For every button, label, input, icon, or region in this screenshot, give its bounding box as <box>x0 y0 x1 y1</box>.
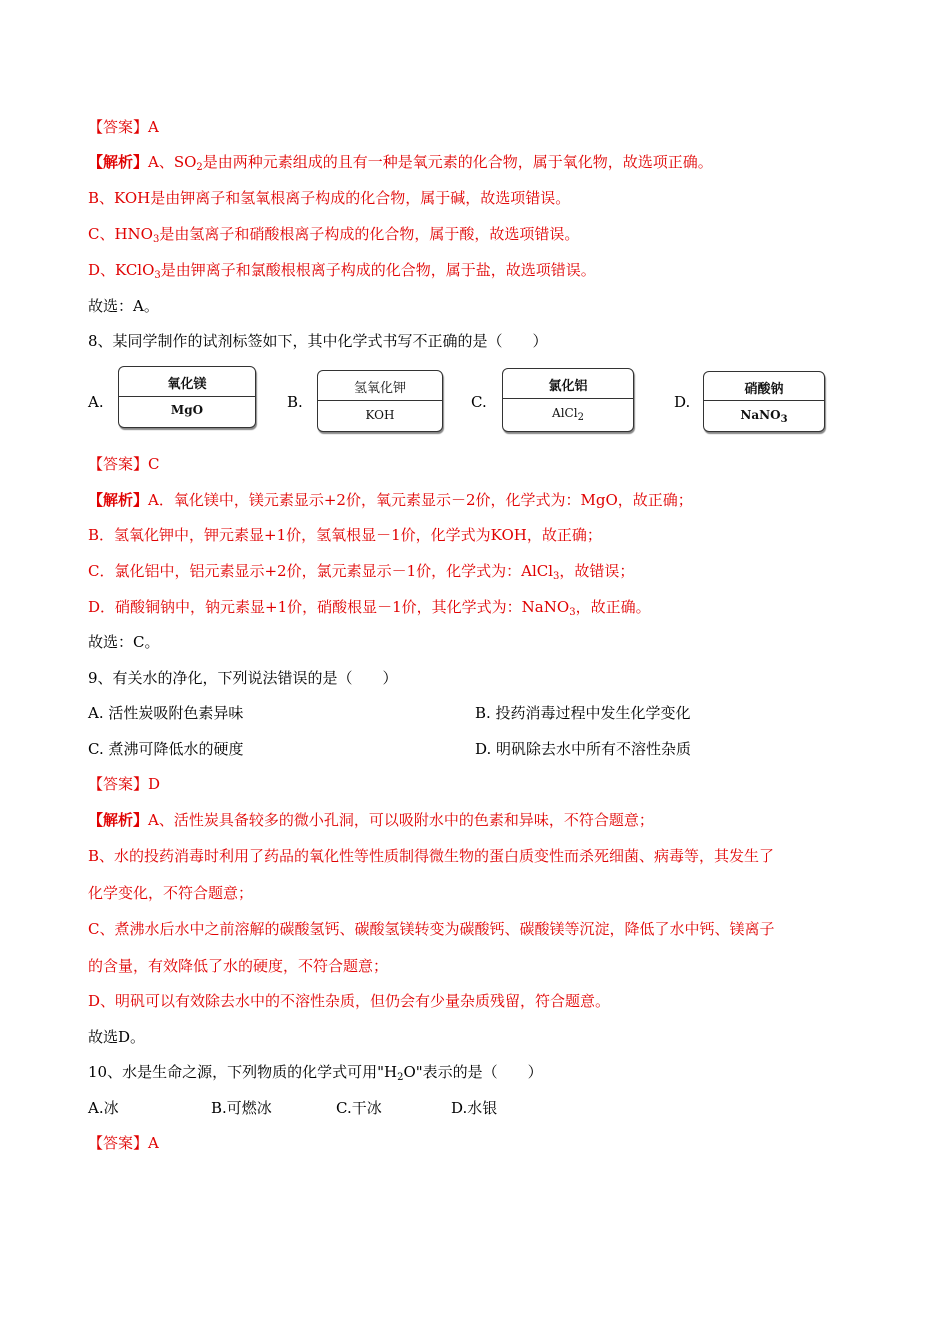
q9-analysis-c-1: C、煮沸水后水中之前溶解的碳酸氢钙、碳酸氢镁转变为碳酸钙、碳酸镁等沉淀，降低了水中钙、镁离子 <box>88 920 775 938</box>
q10-option-a: A.冰 <box>88 1099 119 1117</box>
q9-analysis-b-2: 化学变化，不符合题意； <box>88 884 254 902</box>
q8-label-c <box>502 368 634 432</box>
q8-answer: 【答案】C <box>88 455 160 473</box>
q9-analysis-d: D、明矾可以有效除去水中的不溶性杂质，但仍会有少量杂质残留，符合题意。 <box>88 992 611 1010</box>
q9-answer: 【答案】D <box>88 775 161 793</box>
q9-stem: 9、有关水的净化，下列说法错误的是（ ） <box>88 669 398 687</box>
q8-option-d-letter: D. <box>674 393 691 411</box>
q9-analysis-c-2: 的含量，有效降低了水的硬度，不符合题意； <box>88 957 389 975</box>
q7-analysis-a: 【解析】A、$SO_2$是由两种元素组成的且有一种是氧元素的化合物，属于氧化物，故选项正确。 <box>88 153 713 173</box>
q8-label-d-name: 硝酸钠 <box>744 382 784 397</box>
q10-option-d: D.水银 <box>451 1099 498 1117</box>
q7-analysis-b: B、KOH是由钾离子和氢氧根离子构成的化合物，属于碱，故选项错误。 <box>88 189 571 207</box>
q10-option-c: C.干冰 <box>336 1099 382 1117</box>
divider <box>704 400 824 401</box>
q8-label-b-name: 氢氧化钾 <box>353 381 406 396</box>
q8-analysis-b: B．氢氧化钾中，钾元素显+1价，氢氧根显－1价，化学式为KOH，故正确； <box>88 526 602 544</box>
q10-answer: 【答案】A <box>88 1134 159 1152</box>
divider <box>318 400 442 401</box>
divider <box>503 398 633 399</box>
q9-conclusion: 故选D。 <box>88 1028 146 1046</box>
q8-label-a-formula: MgO <box>170 403 204 417</box>
q8-stem: 8、某同学制作的试剂标签如下，其中化学式书写不正确的是（ ） <box>88 332 548 350</box>
q7-analysis-c: C、$HNO_3$是由氢离子和硝酸根离子构成的化合物，属于酸，故选项错误。 <box>88 225 580 245</box>
q8-option-b-letter: B. <box>287 393 303 411</box>
q10-stem: 10、水是生命之源，下列物质的化学式可用"$H_2O$"表示的是（ ） <box>88 1063 543 1083</box>
q8-analysis-d: D．硝酸铜钠中，钠元素显+1价，硝酸根显－1价，其化学式为：NaNO$_3$，故正确。 <box>88 598 651 618</box>
q9-option-b: B. 投药消毒过程中发生化学变化 <box>475 704 691 722</box>
q8-label-d-formula: NaNO$_3$ <box>740 408 788 425</box>
q8-analysis-c: C．氯化铝中，铝元素显示+2价，氯元素显示－1价，化学式为：AlCl$_3$，故错误； <box>88 562 635 582</box>
q8-option-c-letter: C. <box>471 393 487 411</box>
q8-label-c-name: 氯化铝 <box>548 379 588 394</box>
q7-conclusion: 故选：A。 <box>88 297 159 315</box>
q8-analysis-a: 【解析】A．氧化镁中，镁元素显示+2价，氧元素显示－2价，化学式为：MgO，故正确； <box>88 491 693 509</box>
q8-label-b-formula: KOH <box>365 408 395 422</box>
q8-label-b <box>317 370 443 432</box>
q8-conclusion: 故选：C。 <box>88 633 160 651</box>
q9-analysis-b-1: B、水的投药消毒时利用了药品的氧化性等性质制得微生物的蛋白质变性而杀死细菌、病毒等，其发生了 <box>88 847 775 865</box>
q9-analysis-a: 【解析】A、活性炭具备较多的微小孔洞，可以吸附水中的色素和异味，不符合题意； <box>88 811 654 829</box>
q8-label-c-formula: AlCl$_2$ <box>552 406 584 423</box>
q10-option-b: B.可燃冰 <box>211 1099 272 1117</box>
q8-label-a-name: 氧化镁 <box>167 377 207 392</box>
q7-analysis-d: D、KClO$_3$是由钾离子和氯酸根根离子构成的化合物，属于盐，故选项错误。 <box>88 261 596 281</box>
q8-option-a-letter: A. <box>88 393 104 411</box>
q7-answer: 【答案】A <box>88 118 159 136</box>
divider <box>119 396 255 397</box>
q9-option-a: A. 活性炭吸附色素异味 <box>88 704 244 722</box>
q8-label-d <box>703 371 825 432</box>
q8-label-a <box>118 366 256 428</box>
q9-option-c: C. 煮沸可降低水的硬度 <box>88 740 244 758</box>
q9-option-d: D. 明矾除去水中所有不溶性杂质 <box>475 740 692 758</box>
